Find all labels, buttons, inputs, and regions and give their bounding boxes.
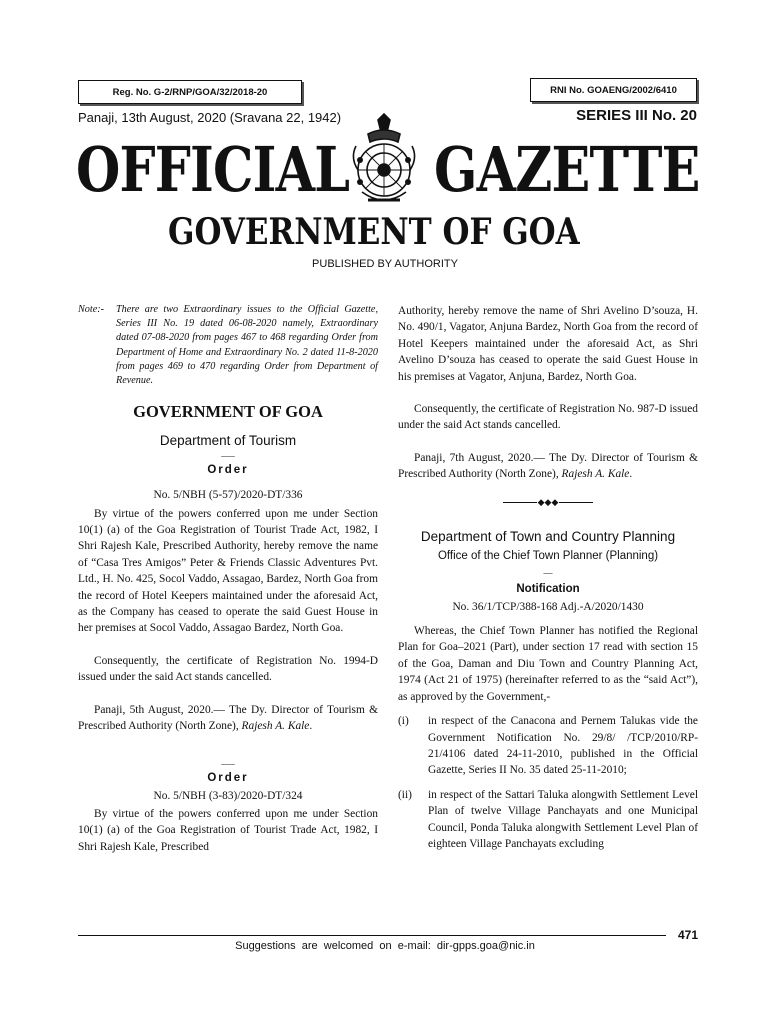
issue-date-line: Panaji, 13th August, 2020 (Sravana 22, 1942) [78, 110, 342, 125]
order-number: No. 5/NBH (3-83)/2020-DT/324 [153, 789, 303, 802]
office-name: Office of the Chief Town Planner (Planning) [437, 549, 659, 562]
separator-dash: ___ [221, 448, 235, 459]
notification-title: Notification [516, 582, 580, 595]
separator-dash: ___ [221, 755, 235, 766]
signature-text: Panaji, 5th August, 2020.— The Dy. Director of Tourism & Prescribed Authority (North Zone), [78, 703, 378, 733]
cancellation-paragraph: Consequently, the certificate of Registration No. 987-D issued under the said Act stands cancelled. [398, 403, 698, 432]
order-paragraph: By virtue of the powers conferred upon me under Section 10(1) (a) of the Goa Registration of Tourist Trade Act, 1982, I Shri Rajesh Kale, Prescribed [78, 807, 378, 853]
left-column [78, 303, 378, 855]
state-emblem-icon [338, 112, 430, 212]
note-label: Note:- [78, 304, 105, 315]
department-of-tourism: Department of Tourism [159, 433, 297, 449]
list-marker: (i) [398, 715, 409, 728]
signature-paragraph [398, 450, 698, 483]
published-by-authority: PUBLISHED BY AUTHORITY [312, 258, 458, 270]
continued-paragraph: Authority, hereby remove the name of Shri Avelino D’souza, H. No. 490/1, Vagator, Anjuna Bardez, North Goa from the record of Hotel Keepers maintained under the aforesaid Act, as Shri Avelino D’souza has ceased to operate the said Guest House in his premises at Vagator, Anjuna, Bardez, North Goa. [398, 305, 698, 383]
signature-end: . [629, 468, 633, 481]
signature-paragraph [78, 702, 378, 735]
notification-number: No. 36/1/TCP/388-168 Adj.-A/2020/1430 [452, 600, 644, 613]
rni-number-box [530, 78, 697, 102]
cancellation-paragraph: Consequently, the certificate of Registration No. 1994-D issued under the said Act stands cancelled. [78, 654, 378, 684]
list-marker: (ii) [398, 788, 412, 801]
order-title: Order [207, 771, 249, 784]
right-column [398, 303, 698, 852]
signature-text: Panaji, 7th August, 2020.— The Dy. Director of Tourism & Prescribed Authority (North Zone), [398, 451, 698, 481]
order-title: Order [207, 464, 249, 477]
registration-number-box [78, 80, 302, 104]
series-number: SERIES III No. 20 [576, 107, 697, 124]
list-item [398, 713, 698, 779]
footer-rule [78, 935, 666, 936]
registration-number: Reg. No. G-2/RNP/GOA/32/2018-20 [112, 86, 268, 98]
signatory-name: Rajesh A. Kale [241, 720, 310, 733]
page-number: 471 [677, 928, 698, 942]
list-item-text: in respect of the Canacona and Pernem Talukas vide the Government Notification No. 29/8/ /TCP/2010/RP-21/4106 dated 24-11-2010, published in the Official Gazette, Series II No. 35 dated 25-11-2010; [428, 715, 698, 777]
list-item-text: in respect of the Sattari Taluka alongwith Settlement Level Plan of twelve Village Panchayats and one Municipal Council, Ponda Taluka alongwith Settlement Level Plan of eighteen Village Panchayats excluding [428, 788, 698, 850]
section-heading-government-of-goa: GOVERNMENT OF GOA [133, 402, 323, 422]
notification-paragraph: Whereas, the Chief Town Planner has notified the Regional Plan for Goa–2021 (Part), under section 17 read with section 15 of the Goa, Daman and Diu Town and Country Planning Act, 1974 (Act 21 of 1975) (hereinafter referred to as the “said Act”), as approved by the Government,- [398, 625, 698, 703]
order-paragraph: By virtue of the powers conferred upon me under Section 10(1) (a) of the Goa Registration of Tourist Trade Act, 1982, I Shri Rajesh Kale, Prescribed Authority, hereby remove the name of “Casa Tres Amigos” Peter & Friends Classic Adventures Pvt. Ltd., H. No. 425, Socol Vaddo, Assagao, Bardez, North Goa from the record of Hotel Keepers maintained under the aforesaid Act, as the Company has ceased to operate the said Guest House in her premises at Socol Vaddo, Assagao Bardez, North Goa. [78, 507, 378, 635]
list-item [398, 787, 698, 853]
diamond-icon: ◆◆◆ [537, 497, 559, 508]
rni-number: RNI No. GOAENG/2002/6410 [550, 84, 677, 96]
separator-dash: __ [543, 564, 553, 575]
note-block [78, 303, 378, 388]
masthead-gazette: GAZETTE [434, 133, 700, 206]
footer-suggestion: Suggestions are welcomed on e-mail: dir-gpps.goa@nic.in [235, 940, 535, 952]
signatory-name: Rajesh A. Kale [561, 468, 630, 481]
order-number: No. 5/NBH (5-57)/2020-DT/336 [153, 489, 303, 502]
masthead-official: OFFICIAL [76, 133, 350, 206]
department-of-town-and-country-planning: Department of Town and Country Planning [420, 528, 676, 544]
ornamental-divider [398, 497, 698, 509]
signature-end: . [309, 720, 313, 733]
masthead-government-of-goa: GOVERNMENT OF GOA [168, 211, 580, 253]
note-text: There are two Extraordinary issues to the Official Gazette, Series III No. 19 dated 06-08-2020 namely, Extraordinary dated 07-08-2020 from pages 467 to 468 regarding Order from Department of Home and Extraordinary No. 2 dated 11-8-2020 from pages 469 to 470 regarding Order from Department of Revenue. [116, 304, 378, 387]
